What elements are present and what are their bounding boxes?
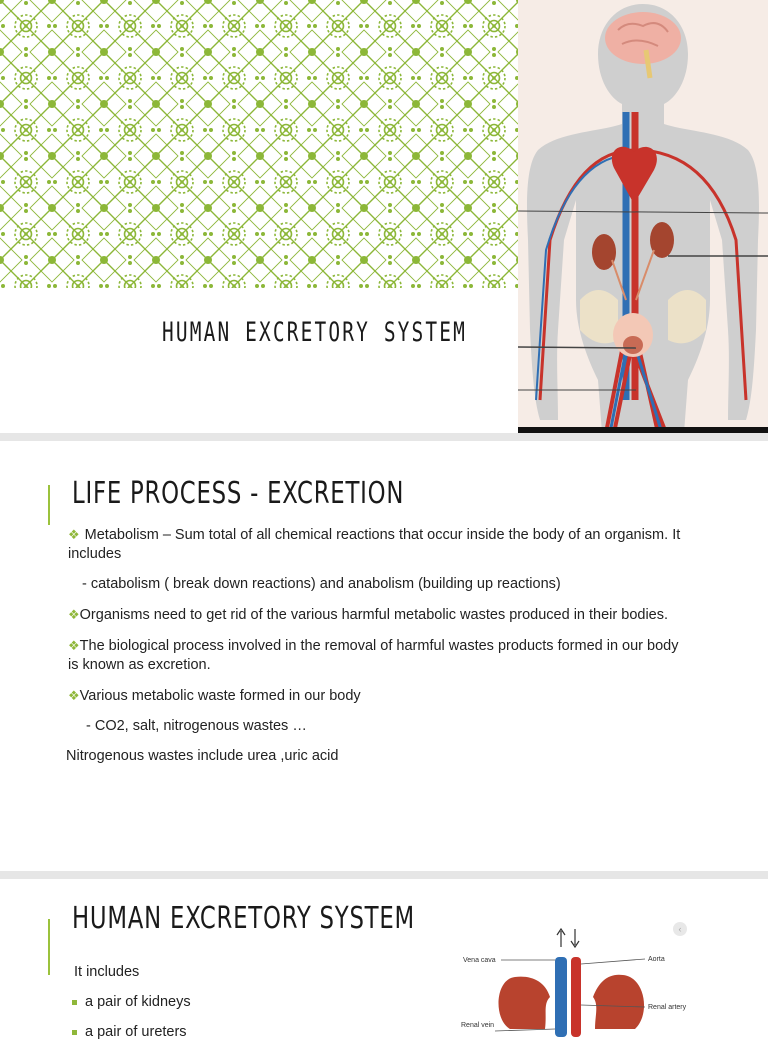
label-aorta: Aorta xyxy=(648,956,665,963)
list-item: a pair of kidneys xyxy=(72,987,191,1017)
slide-nav-button[interactable]: ‹ xyxy=(673,922,687,936)
label-renal-vein: Renal vein xyxy=(461,1022,495,1029)
list-item: - CO2, salt, nitrogenous wastes … xyxy=(86,718,307,734)
content-slide-excretory-system xyxy=(0,879,768,1040)
diamond-bullet-icon: ❖ xyxy=(68,607,80,622)
diamond-bullet-icon: ❖ xyxy=(68,527,80,542)
accent-bar xyxy=(48,485,50,525)
decorative-pattern xyxy=(0,0,518,288)
list-item: ❖ Metabolism – Sum total of all chemical reactions that occur inside the body of an organism. It includes xyxy=(68,527,681,562)
list-item: a pair of ureters xyxy=(72,1017,191,1047)
list-item: Nitrogenous wastes include urea ,uric acid xyxy=(66,748,339,764)
square-bullet-icon xyxy=(72,1000,77,1005)
square-bullet-icon xyxy=(72,1030,77,1035)
item-list xyxy=(72,957,191,1047)
list-item: ❖The biological process involved in the removal of harmful wastes products formed in our body is known as excretion. xyxy=(68,638,679,673)
list-item: ❖Organisms need to get rid of the various harmful metabolic wastes produced in their bodies. xyxy=(68,607,669,623)
diamond-bullet-icon: ❖ xyxy=(68,688,80,703)
slide-title: LIFE PROCESS - EXCRETION xyxy=(72,476,405,511)
kidney-diagram xyxy=(455,919,705,1029)
intro-text: It includes xyxy=(74,964,140,980)
human-body-illustration xyxy=(518,0,768,433)
title-slide xyxy=(0,0,768,433)
bullet-list xyxy=(68,525,688,777)
slide-divider xyxy=(0,871,768,879)
diamond-bullet-icon: ❖ xyxy=(68,638,80,653)
content-slide-excretion xyxy=(0,441,768,871)
accent-bar xyxy=(48,919,50,975)
list-item: ❖Various metabolic waste formed in our body xyxy=(68,688,361,704)
slide-title: HUMAN EXCRETORY SYSTEM xyxy=(162,317,468,348)
list-item: - catabolism ( break down reactions) and anabolism (building up reactions) xyxy=(82,576,561,592)
slide-title: HUMAN EXCRETORY SYSTEM xyxy=(72,901,415,936)
slide-divider xyxy=(0,433,768,441)
label-vena-cava: Vena cava xyxy=(463,957,496,964)
label-renal-artery: Renal artery xyxy=(648,1004,687,1011)
